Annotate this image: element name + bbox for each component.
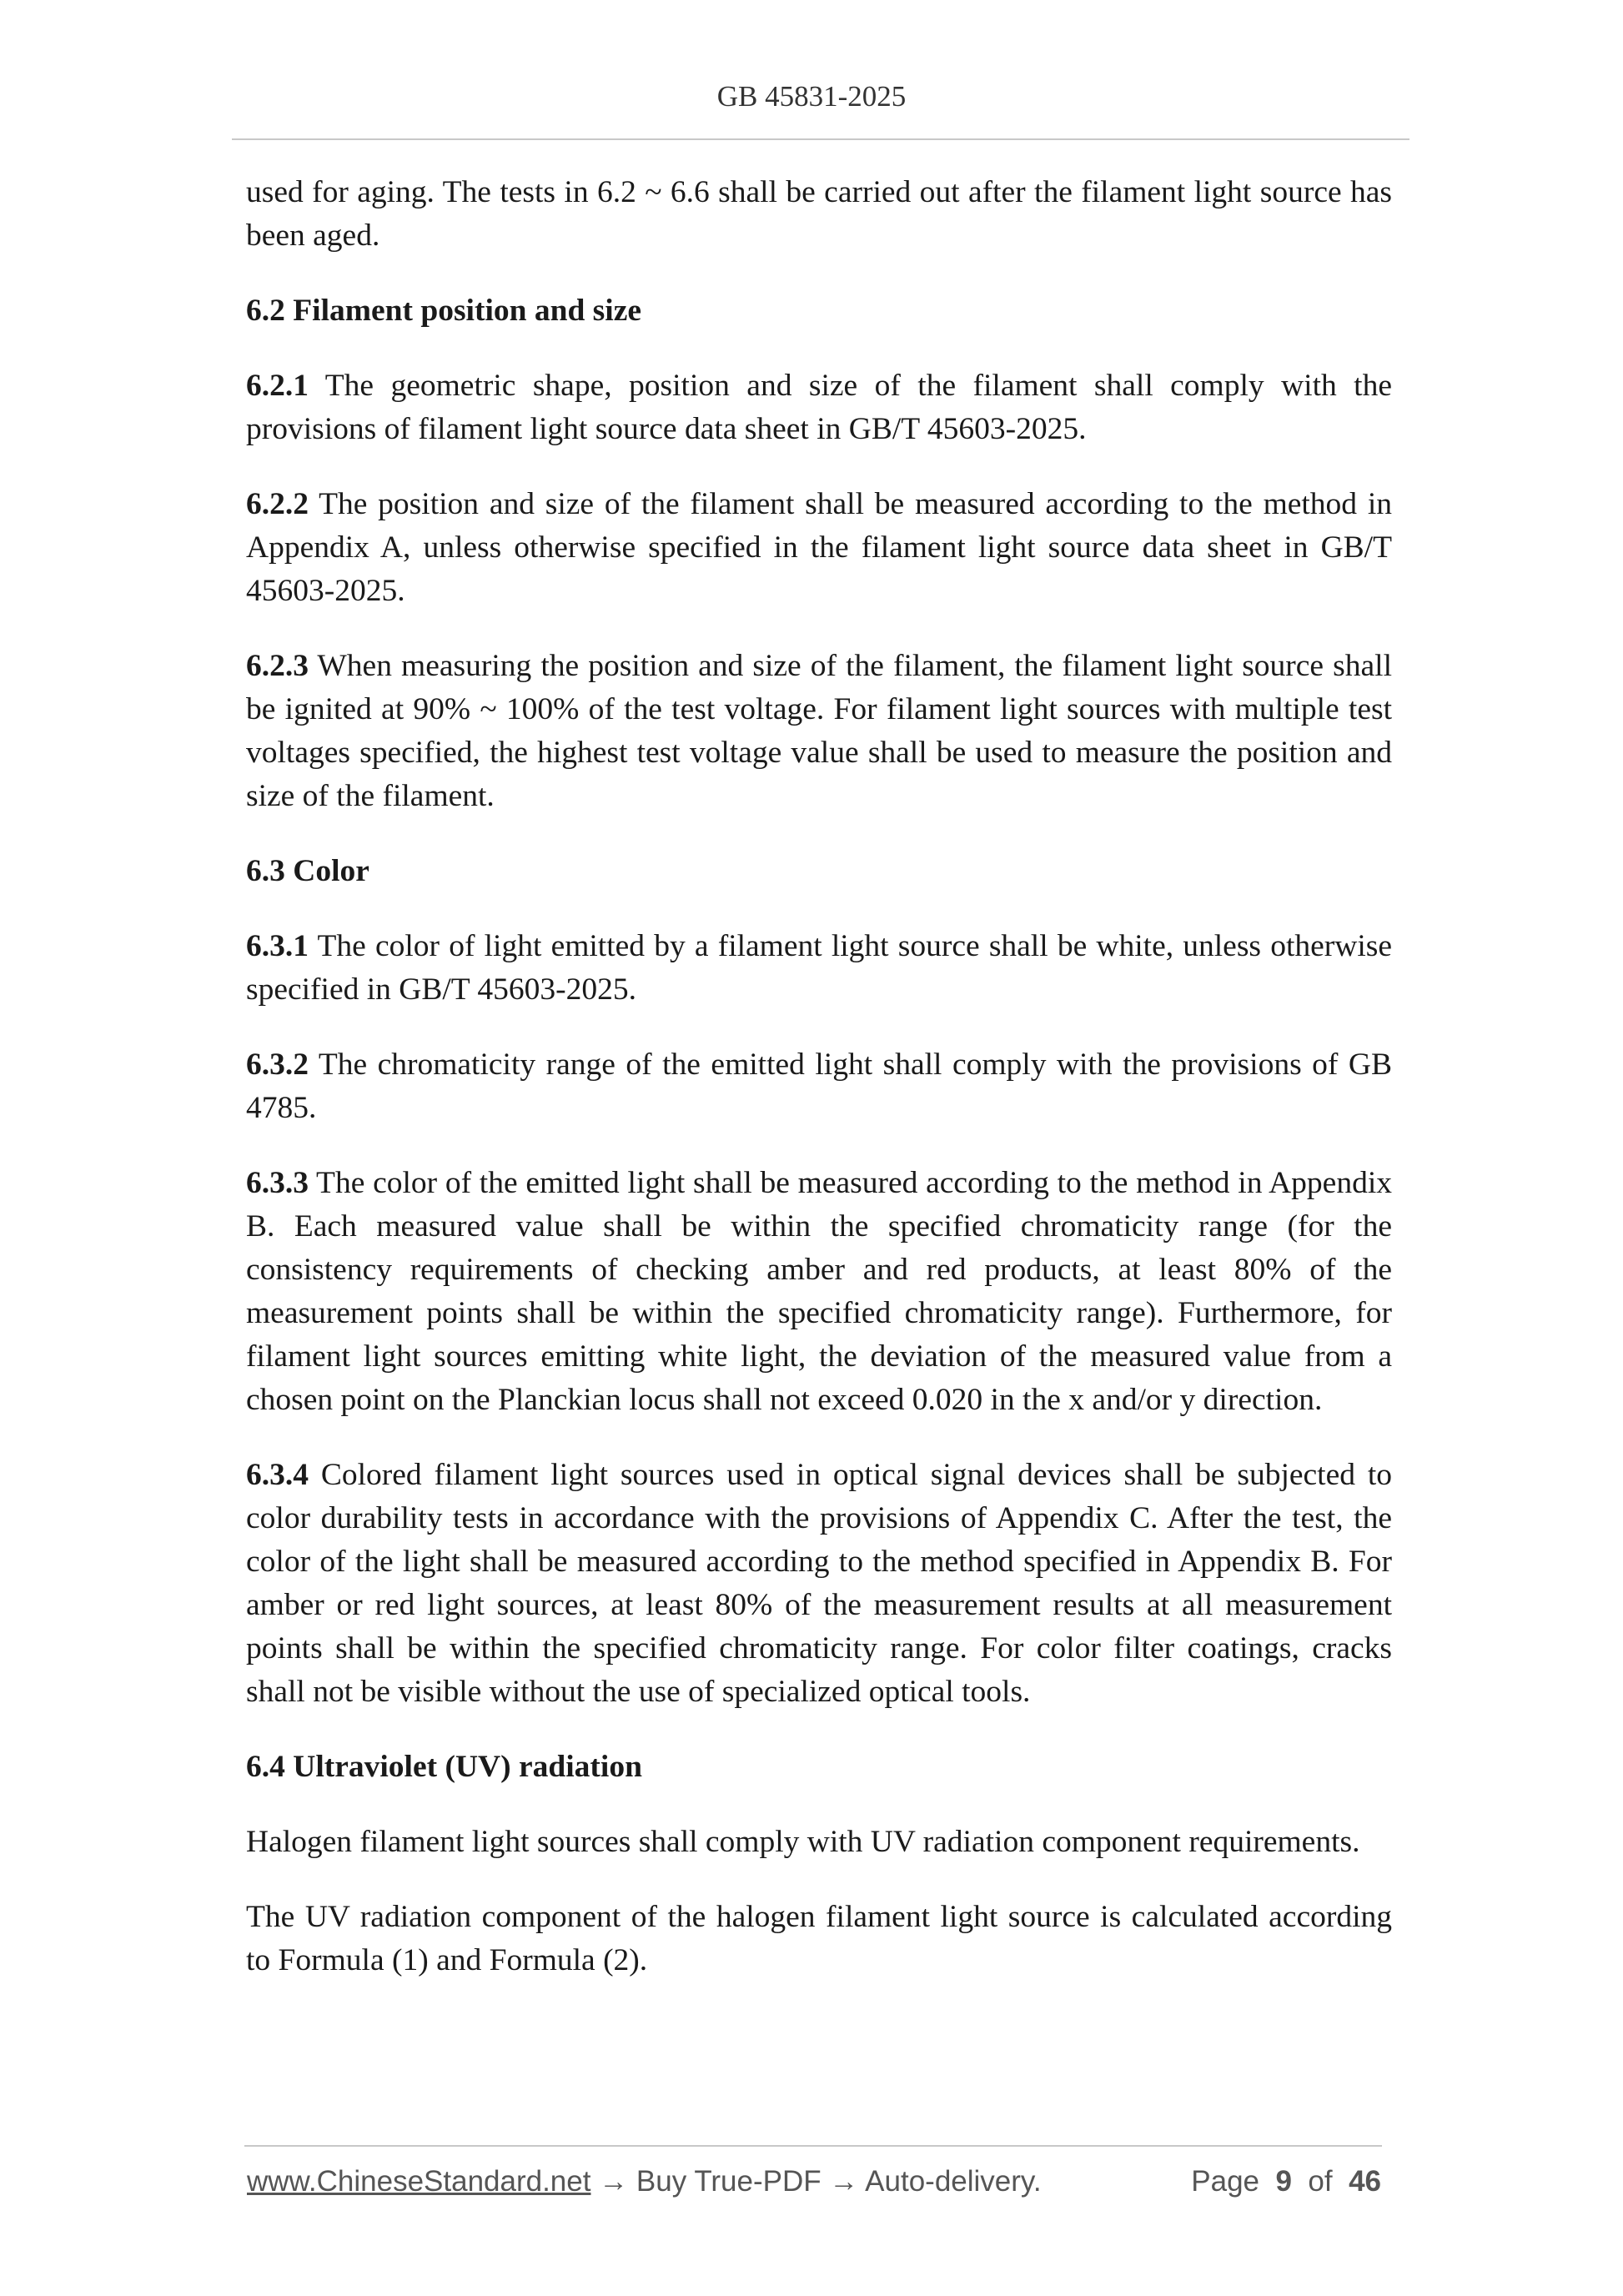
uv-requirement-paragraph: Halogen filament light sources shall comply with UV radiation component requirements. [246,1825,1360,1859]
clause-text: When measuring the position and size of the filament, the filament light source shall be ignited at 90% ~ 100% of the test voltage. For filament light sources with multiple test voltages specified, the highest test voltage value shall be used to measure the position and size of the filament. [246,649,1392,813]
clause-6-3-2 [246,1043,1392,1130]
header-divider [232,138,1409,140]
uv-formula-paragraph: The UV radiation component of the halogen filament light source is calculated according to Formula (1) and Formula (2). [246,1900,1392,1977]
clause-6-2-1 [246,364,1392,451]
footer-tagline: → Buy True-PDF → Auto-delivery. [590,2165,1042,2198]
clause-text: The geometric shape, position and size of the filament shall comply with the provisions of filament light source data sheet in GB/T 45603-2025. [246,369,1392,446]
page-number: 9 [1275,2165,1292,2198]
clause-6-2-2 [246,483,1392,613]
clause-number: 6.2.3 [246,649,309,683]
clause-text: The color of light emitted by a filament light source shall be white, unless otherwise specified in GB/T 45603-2025. [246,929,1392,1007]
page-indicator [1191,2165,1381,2198]
footer-promo [247,2165,1042,2198]
clause-number: 6.3.3 [246,1166,309,1200]
clause-number: 6.3.1 [246,929,309,963]
footer-divider [244,2145,1382,2147]
section-heading-6-3: 6.3 Color [246,854,369,888]
page-body [246,171,1392,2014]
document-id-header: GB 45831-2025 [716,80,907,113]
clause-text: The chromaticity range of the emitted light shall comply with the provisions of GB 4785. [246,1048,1392,1125]
chinesestandard-link[interactable]: www.ChineseStandard.net [247,2165,591,2198]
clause-text: The position and size of the filament shall be measured according to the method in Appendix A, unless otherwise specified in the filament light source data sheet in GB/T 45603-2025. [246,487,1392,608]
clause-number: 6.3.2 [246,1048,309,1082]
clause-6-3-1 [246,925,1392,1012]
clause-text: The color of the emitted light shall be measured according to the method in Appendix B. Each measured value shall be within the specified chromaticity range (for the consistency requirements of checking amber and red products, at least 80% of the measurement points shall be within the specified chromaticity range). Furthermore, for filament light sources emitting white light, the deviation of the measured value from a chosen point on the Planckian locus shall not exceed 0.020 in the x and/or y direction. [246,1166,1392,1417]
section-heading-6-2: 6.2 Filament position and size [246,294,641,328]
clause-number: 6.2.2 [246,487,309,521]
section-heading-6-4: 6.4 Ultraviolet (UV) radiation [246,1750,642,1784]
page-total: 46 [1349,2165,1381,2198]
clause-text: Colored filament light sources used in optical signal devices shall be subjected to color durability tests in accordance with the provisions of Appendix C. After the test, the color of the light shall be measured according to the method specified in Appendix B. For amber or red light sources, at least 80% of the measurement results at all measurement points shall be within the specified chromaticity range. For color filter coatings, cracks shall not be visible without the use of specialized optical tools. [246,1458,1392,1709]
clause-number: 6.3.4 [246,1458,309,1492]
clause-6-3-3 [246,1162,1392,1422]
clause-6-2-3 [246,645,1392,818]
clause-number: 6.2.1 [246,369,309,403]
clause-6-3-4 [246,1454,1392,1714]
intro-paragraph: used for aging. The tests in 6.2 ~ 6.6 shall be carried out after the filament light source has been aged. [246,175,1392,253]
page-label: Page [1191,2165,1260,2198]
of-label: of [1308,2165,1333,2198]
